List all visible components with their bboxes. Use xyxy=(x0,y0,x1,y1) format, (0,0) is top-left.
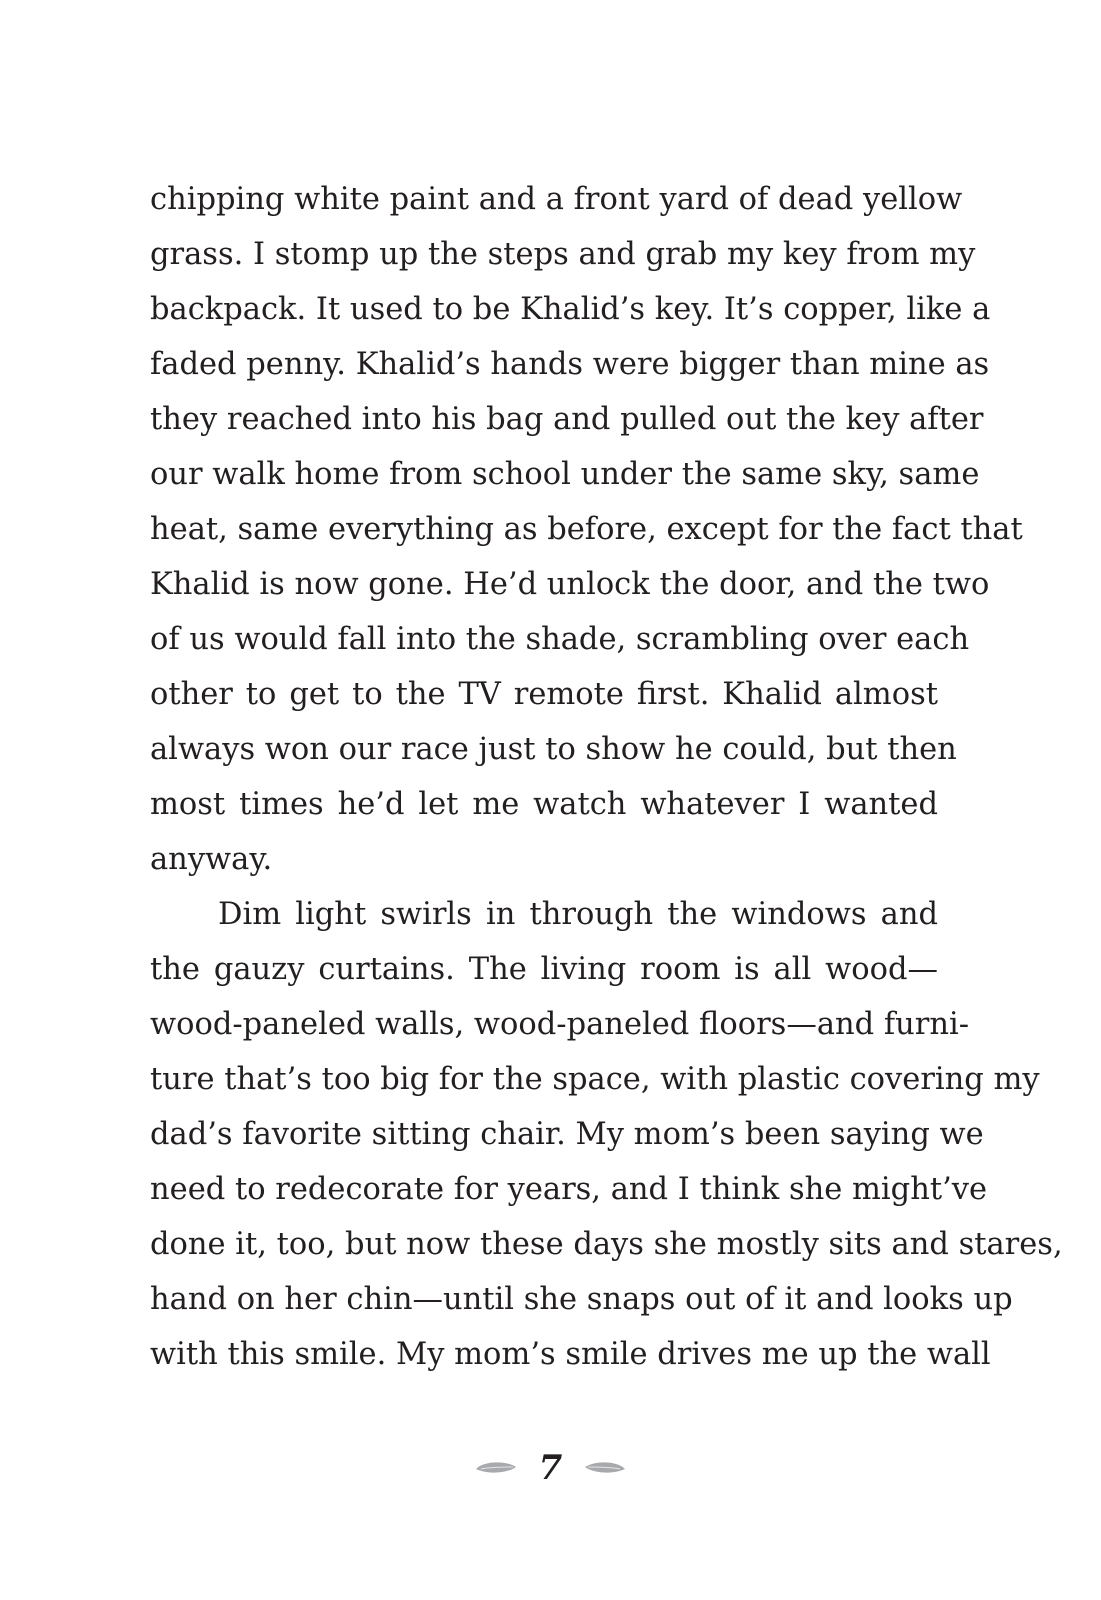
text-line: always won our race just to show he could, but then xyxy=(150,732,957,767)
text-line: need to redecorate for years, and I think she might’ve xyxy=(150,1172,988,1207)
text-line: our walk home from school under the same sky, same xyxy=(150,457,980,492)
body-text xyxy=(150,172,1063,1382)
text-line: wood-paneled walls, wood-paneled floors—and furni- xyxy=(150,1007,970,1042)
text-line: hand on her chin—until she snaps out of it and looks up xyxy=(150,1282,1013,1317)
page-number: 7 xyxy=(538,1448,563,1488)
text-line: most times he’d let me watch whatever I wanted xyxy=(150,787,938,822)
text-line: Khalid is now gone. He’d unlock the door, and the two xyxy=(150,567,990,602)
text-line: of us would fall into the shade, scrambling over each xyxy=(150,622,970,657)
leaf-ornament-icon xyxy=(584,1459,626,1477)
text-line: Dim light swirls in through the windows and xyxy=(218,897,938,932)
text-line: they reached into his bag and pulled out the key after xyxy=(150,402,984,437)
text-line: heat, same everything as before, except for the fact that xyxy=(150,512,1023,547)
page-footer xyxy=(0,1444,1101,1492)
text-line: faded penny. Khalid’s hands were bigger than mine as xyxy=(150,347,990,382)
leaf-ornament-icon xyxy=(475,1459,517,1477)
text-line: with this smile. My mom’s smile drives me up the wall xyxy=(150,1337,991,1372)
text-line: grass. I stomp up the steps and grab my key from my xyxy=(150,237,976,272)
text-line: dad’s favorite sitting chair. My mom’s been saying we xyxy=(150,1117,984,1152)
text-line: done it, too, but now these days she mostly sits and stares, xyxy=(150,1227,1063,1262)
text-line: backpack. It used to be Khalid’s key. It’s copper, like a xyxy=(150,292,991,327)
text-line: other to get to the TV remote first. Khalid almost xyxy=(150,677,938,712)
text-line: the gauzy curtains. The living room is all wood— xyxy=(150,952,938,987)
text-line: chipping white paint and a front yard of dead yellow xyxy=(150,182,963,217)
text-line: ture that’s too big for the space, with plastic covering my xyxy=(150,1062,1040,1097)
text-line: anyway. xyxy=(150,842,273,877)
